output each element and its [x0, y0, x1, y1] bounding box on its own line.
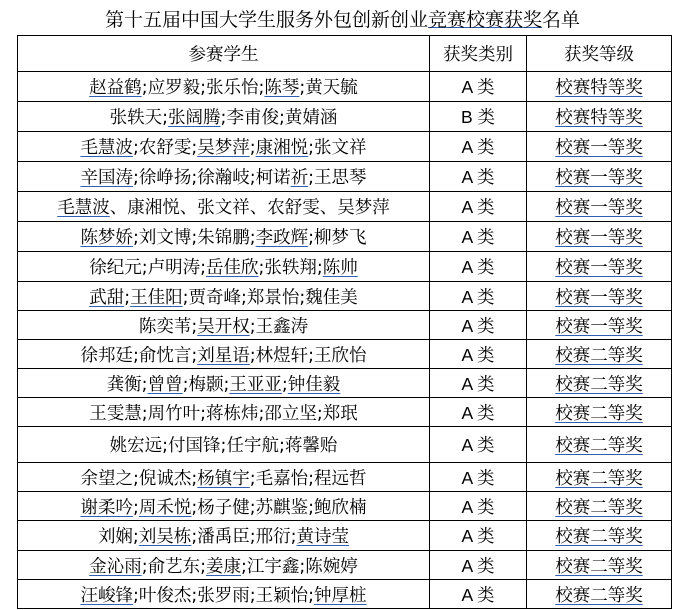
member-name-underlined: 李政辉 [255, 228, 309, 248]
member-names: ;潘禹臣;邢衍; [191, 527, 297, 547]
table-row [18, 463, 672, 492]
category-cell: B 类 [430, 102, 527, 132]
category-cell: A 类 [430, 282, 527, 311]
award-level: 校赛特等奖 [555, 78, 643, 98]
member-name-underlined: 王佳阳 [130, 287, 183, 308]
member-names: ;江宇鑫;陈婉婷 [241, 556, 358, 577]
document-title [0, 8, 685, 32]
award-level: 校赛一等奖 [555, 228, 643, 248]
category-cell: A 类 [430, 222, 527, 252]
title-pre: 第十五届中国大学生服务外包创新创业 [104, 9, 428, 31]
award-level: 校赛特等奖 [555, 108, 643, 128]
level-cell [527, 551, 672, 580]
header-members: 参赛学生 [18, 36, 430, 72]
table-row [18, 252, 672, 282]
table-row [18, 222, 672, 252]
award-level: 校赛二等奖 [555, 374, 643, 395]
member-names: 余望之;倪诚杰; [80, 468, 198, 489]
table-row [18, 551, 672, 580]
member-name-underlined: 钟佳毅 [287, 374, 341, 395]
member-name-underlined: 辛国涛 [80, 168, 133, 188]
member-names: ;贾奇峰;郑景怡;魏佳美 [182, 287, 358, 308]
member-name-underlined: 金沁雨 [89, 556, 142, 577]
member-name-underlined: 钟厚桩 [314, 585, 367, 606]
level-cell [527, 282, 672, 311]
table-row [18, 427, 672, 463]
level-cell [527, 252, 672, 282]
member-names: 龚衡; [106, 374, 148, 395]
category-cell: A 类 [430, 252, 527, 282]
members-cell [18, 102, 430, 132]
member-name-underlined: 康湘悦 [255, 138, 309, 158]
table-row [18, 398, 672, 427]
member-name-underlined: 赵益鹤 [89, 78, 142, 98]
table-row [18, 580, 672, 609]
member-name-underlined: 张阔腾 [168, 108, 221, 128]
award-level: 校赛二等奖 [555, 436, 643, 456]
header-level: 获奖等级 [527, 36, 672, 72]
table-row [18, 102, 672, 132]
member-names: ;张轶翔; [258, 258, 323, 278]
member-names: ;李甫俊;黄婧涵 [220, 108, 338, 128]
members-cell [18, 311, 430, 340]
category-cell: A 类 [430, 192, 527, 222]
member-names: ;应罗毅;张乐怡; [141, 78, 265, 98]
award-table [17, 35, 672, 609]
award-level: 校赛一等奖 [555, 287, 643, 308]
members-cell [18, 192, 430, 222]
table-row [18, 521, 672, 551]
member-names: ;王思琴 [308, 168, 367, 188]
member-names: 张轶天; [109, 108, 169, 128]
level-cell [527, 369, 672, 398]
category-cell: A 类 [430, 311, 527, 340]
member-name-underlined: 武甜 [89, 287, 125, 308]
table-row [18, 492, 672, 521]
member-names: ;张文祥 [308, 138, 367, 158]
members-cell [18, 427, 430, 463]
level-cell [527, 192, 672, 222]
category-cell: A 类 [430, 162, 527, 192]
members-cell [18, 369, 430, 398]
category-cell: A 类 [430, 72, 527, 102]
award-level: 校赛二等奖 [555, 468, 643, 489]
member-names: 刘娴; [97, 527, 139, 547]
table-header-row [18, 36, 672, 72]
member-names: ;林煜轩;王欣怡 [249, 345, 367, 366]
members-cell [18, 132, 430, 162]
table-row [18, 72, 672, 102]
level-cell [527, 398, 672, 427]
members-cell [18, 492, 430, 521]
member-names: ;刘文博;朱锦鹏; [132, 228, 256, 248]
category-cell: A 类 [430, 132, 527, 162]
table-row [18, 192, 672, 222]
category-cell: A 类 [430, 551, 527, 580]
member-names: 陈奕苇; [138, 316, 198, 337]
member-names: ;黄天毓 [299, 78, 358, 98]
member-name-underlined: 汪峻锋 [80, 585, 133, 606]
table-row [18, 369, 672, 398]
level-cell [527, 72, 672, 102]
member-name-underlined: 周禾悦 [138, 497, 192, 518]
award-level: 校赛二等奖 [555, 527, 643, 547]
members-cell [18, 463, 430, 492]
table-body [18, 72, 672, 609]
award-level: 校赛二等奖 [555, 403, 643, 424]
table-row [18, 311, 672, 340]
award-level: 校赛二等奖 [555, 497, 643, 518]
level-cell [527, 340, 672, 369]
table-row [18, 340, 672, 369]
members-cell [18, 162, 430, 192]
member-name-underlined: 黄诗莹 [296, 527, 350, 547]
level-cell [527, 102, 672, 132]
member-names: 徐纪元;卢明涛; [89, 258, 206, 278]
title-underlined: 竞赛校赛获奖 [427, 9, 542, 31]
member-name-underlined: 陈梦娇 [80, 228, 133, 248]
member-name-underlined: 姜康 [206, 556, 241, 577]
category-cell: A 类 [430, 521, 527, 551]
award-level: 校赛二等奖 [555, 585, 643, 606]
member-names: ; [281, 374, 288, 395]
member-names: 徐邦廷;俞忱言; [80, 345, 198, 366]
member-name-underlined: 刘吴栋 [138, 527, 192, 547]
member-names: ;农舒雯; [132, 138, 198, 158]
header-category: 获奖类别 [430, 36, 527, 72]
table-row [18, 282, 672, 311]
member-name-underlined: 吴开权 [197, 316, 250, 337]
level-cell [527, 162, 672, 192]
member-name-underlined: 岳佳欣 [206, 258, 259, 278]
member-name-underlined: 王亚亚 [229, 374, 282, 395]
member-names: ; [249, 138, 256, 158]
table-row [18, 162, 672, 192]
member-name-underlined: 陈帅 [322, 258, 358, 278]
award-level: 校赛一等奖 [555, 198, 643, 218]
member-name-underlined: 谢柔吟 [80, 497, 133, 518]
level-cell [527, 311, 672, 340]
award-level: 校赛一等奖 [555, 168, 643, 188]
members-cell [18, 72, 430, 102]
level-cell [527, 463, 672, 492]
member-names: ;徐峥扬;徐瀚岐;柯诺 [132, 168, 291, 188]
members-cell [18, 282, 430, 311]
member-name-underlined: 陈琴 [264, 78, 300, 98]
member-name-underlined: 刘星语 [197, 345, 250, 366]
member-names: ;俞艺东; [141, 556, 206, 577]
award-level: 校赛二等奖 [555, 345, 643, 366]
level-cell [527, 427, 672, 463]
category-cell: A 类 [430, 340, 527, 369]
members-cell [18, 222, 430, 252]
category-cell: A 类 [430, 427, 527, 463]
members-cell [18, 551, 430, 580]
member-names: ;叶俊杰;张罗雨;王颖怡; [132, 585, 315, 606]
level-cell [527, 580, 672, 609]
member-names: ;梅颢; [182, 374, 230, 395]
level-cell [527, 132, 672, 162]
member-name-underlined: 吴梦萍 [197, 138, 250, 158]
table-row [18, 132, 672, 162]
category-cell: A 类 [430, 580, 527, 609]
member-names: ; [132, 497, 139, 518]
category-cell: A 类 [430, 369, 527, 398]
award-level: 校赛一等奖 [555, 138, 643, 158]
member-names: 、康湘悦、张文祥、农舒雯、吴梦萍 [109, 198, 390, 218]
member-name-underlined: 毛慧波 [80, 138, 133, 158]
member-names: ;柳梦飞 [308, 228, 367, 248]
category-cell: A 类 [430, 492, 527, 521]
member-name-underlined: 杨镇宇 [197, 468, 250, 489]
member-names: ;杨子健;苏麒鉴;鲍欣楠 [191, 497, 367, 518]
member-names: 姚宏远;付国锋;任宇航;蒋馨贻 [109, 436, 338, 456]
members-cell [18, 252, 430, 282]
members-cell [18, 521, 430, 551]
members-cell [18, 340, 430, 369]
member-names: ;王鑫涛 [249, 316, 309, 337]
member-name-underlined: 毛慧波 [57, 198, 110, 218]
level-cell [527, 222, 672, 252]
member-names: ; [124, 287, 131, 308]
level-cell [527, 492, 672, 521]
title-post: 名单 [542, 9, 581, 31]
award-level: 校赛二等奖 [555, 556, 643, 577]
category-cell: A 类 [430, 463, 527, 492]
member-name-underlined: 曾曾 [147, 374, 183, 395]
member-name-underlined: 祈 [290, 168, 309, 188]
award-level: 校赛一等奖 [555, 258, 643, 278]
category-cell: A 类 [430, 398, 527, 427]
award-level: 校赛一等奖 [555, 316, 643, 337]
member-names: 王雯慧;周竹叶;蒋栋炜;邵立坚;郑珉 [89, 403, 358, 424]
member-names: ;毛嘉怡;程远哲 [249, 468, 367, 489]
members-cell [18, 398, 430, 427]
level-cell [527, 521, 672, 551]
members-cell [18, 580, 430, 609]
